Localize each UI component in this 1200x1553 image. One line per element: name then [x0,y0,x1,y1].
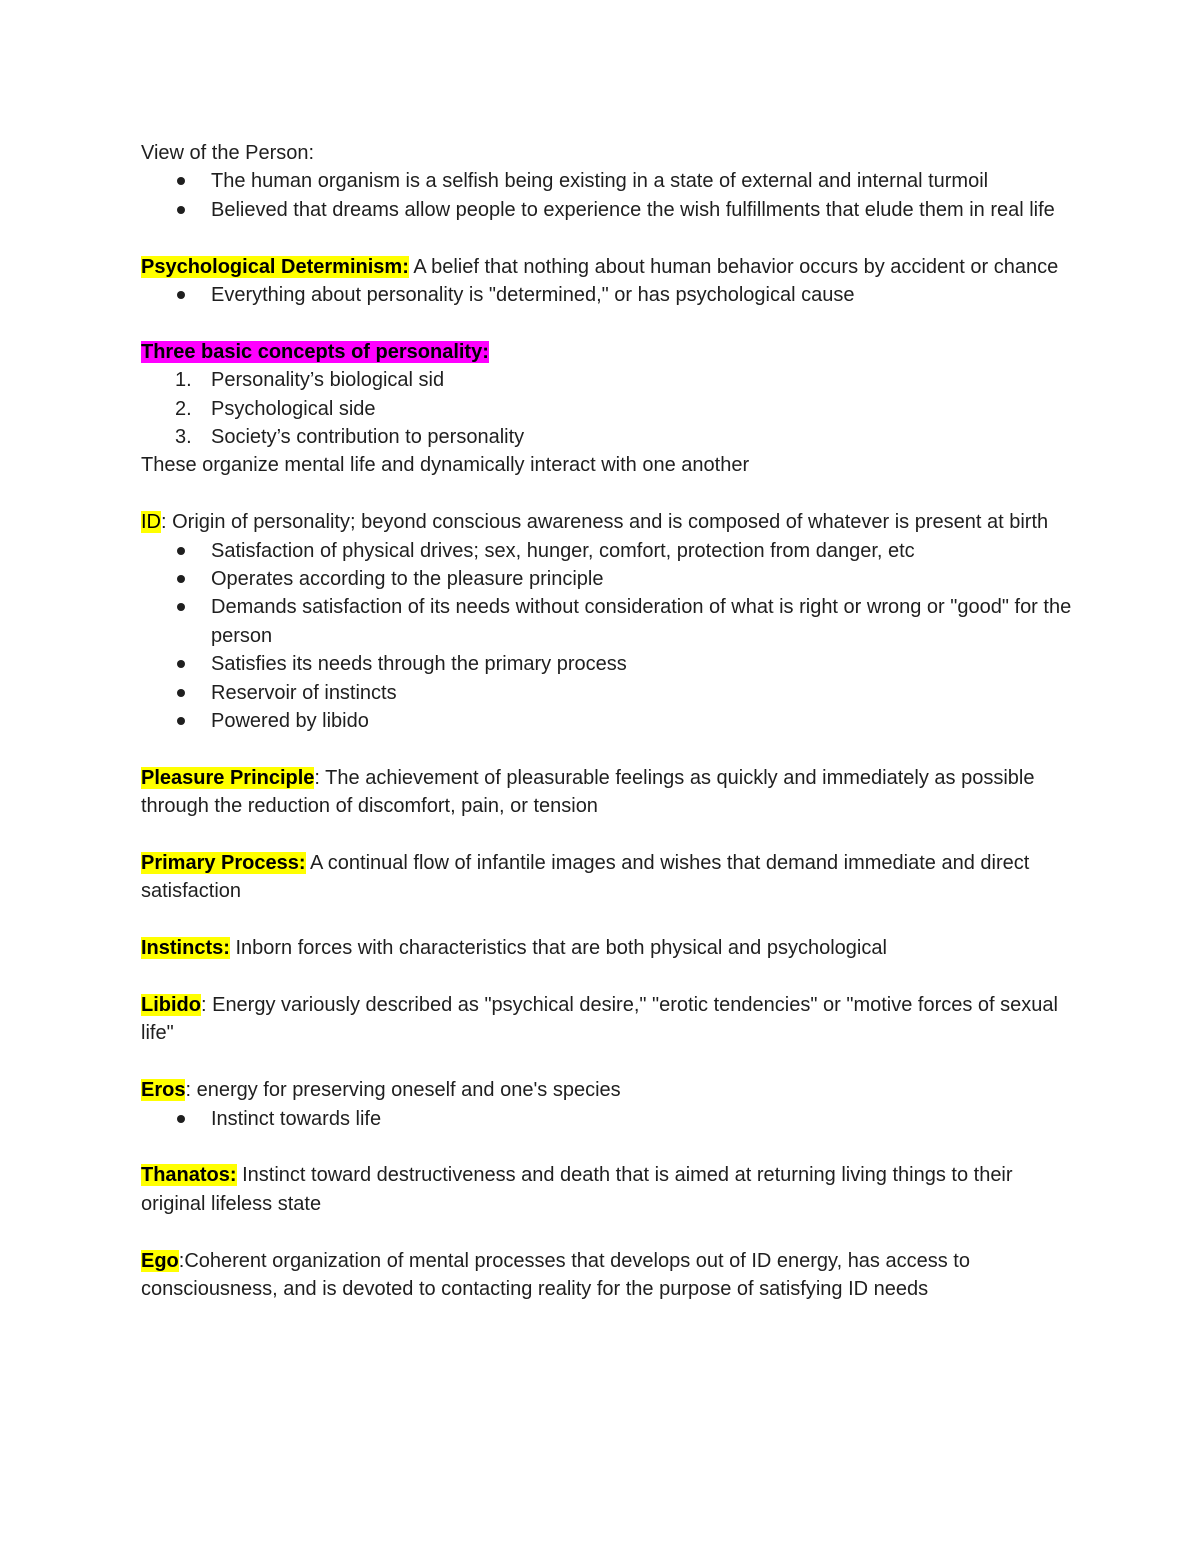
spacer [141,1133,1080,1161]
definition-text: : energy for preserving oneself and one's species [185,1079,621,1102]
primary-process-paragraph [141,849,1080,906]
eros-list [141,1105,1080,1133]
list-number: 2. [175,397,192,420]
libido-paragraph [141,991,1080,1048]
term-highlight: Libido [141,994,201,1017]
definition-text: : Origin of personality; beyond conscious awareness and is composed of whatever is present at birth [161,511,1049,534]
eros-paragraph [141,1076,1080,1104]
list-item: Powered by libido [141,707,1080,735]
definition-text: :Coherent organization of mental processes that develops out of ID energy, has access to consciousness, and is devoted to contacting reality for the purpose of satisfying ID needs [141,1249,970,1301]
list-item-text: Society’s contribution to personality [211,426,525,449]
list-item: Everything about personality is "determined," or has psychological cause [141,281,1080,309]
spacer [141,906,1080,934]
list-item: Demands satisfaction of its needs without consideration of what is right or wrong or "good" for the person [141,593,1080,650]
term-highlight: Psychological Determinism: [141,255,409,278]
spacer [141,735,1080,763]
list-item-text: Personality’s biological sid [211,369,445,392]
list-item: Reservoir of instincts [141,679,1080,707]
three-concepts-heading [141,338,1080,366]
id-list [141,537,1080,736]
spacer [141,1048,1080,1076]
psych-determinism-paragraph [141,253,1080,281]
three-concepts-note: These organize mental life and dynamically interact with one another [141,454,750,477]
definition-text: Instinct toward destructiveness and death that is aimed at returning living things to their original lifeless state [141,1164,1013,1215]
term-highlight: Three basic concepts of personality: [141,340,489,363]
term-highlight: Instincts: [141,937,230,960]
three-concepts-list [141,366,1080,451]
term-highlight: ID [141,511,161,534]
term-highlight: Primary Process: [141,852,306,875]
list-item [141,395,1080,423]
list-item: Satisfaction of physical drives; sex, hunger, comfort, protection from danger, etc [141,537,1080,565]
definition-text: A belief that nothing about human behavior occurs by accident or chance [408,255,1059,278]
spacer [141,1218,1080,1246]
id-paragraph [141,508,1080,536]
list-item: The human organism is a selfish being existing in a state of external and internal turmoil [141,167,1080,195]
list-item: Believed that dreams allow people to experience the wish fulfillments that elude them in real life [141,196,1080,224]
definition-text: A continual flow of infantile images and wishes that demand immediate and direct satisfaction [141,852,1030,903]
list-item: Instinct towards life [141,1105,1080,1133]
psych-determinism-list [141,281,1080,309]
ego-paragraph [141,1247,1080,1304]
term-highlight: Eros [141,1079,186,1102]
instincts-paragraph [141,934,1080,962]
definition-text: : Energy variously described as "psychical desire," "erotic tendencies" or "motive forces of sexual life" [141,994,1058,1045]
list-item [141,366,1080,394]
spacer [141,224,1080,252]
view-of-person-heading: View of the Person: [141,142,315,164]
list-item-text: Psychological side [211,397,376,420]
list-item [141,423,1080,451]
spacer [141,963,1080,991]
list-number: 1. [175,369,192,392]
thanatos-paragraph [141,1161,1080,1218]
spacer [141,480,1080,508]
list-item: Satisfies its needs through the primary process [141,650,1080,678]
list-number: 3. [175,426,192,449]
list-item: Operates according to the pleasure principle [141,565,1080,593]
view-of-person-list [141,167,1080,224]
definition-text: Inborn forces with characteristics that are both physical and psychological [229,937,887,960]
pleasure-principle-paragraph [141,764,1080,821]
term-highlight: Ego [141,1249,179,1272]
term-highlight: Thanatos: [141,1164,237,1187]
definition-text: : The achievement of pleasurable feelings as quickly and immediately as possible through the reduction of discomfort, pain, or tension [141,766,1035,818]
term-highlight: Pleasure Principle [141,766,315,789]
spacer [141,309,1080,337]
spacer [141,821,1080,849]
